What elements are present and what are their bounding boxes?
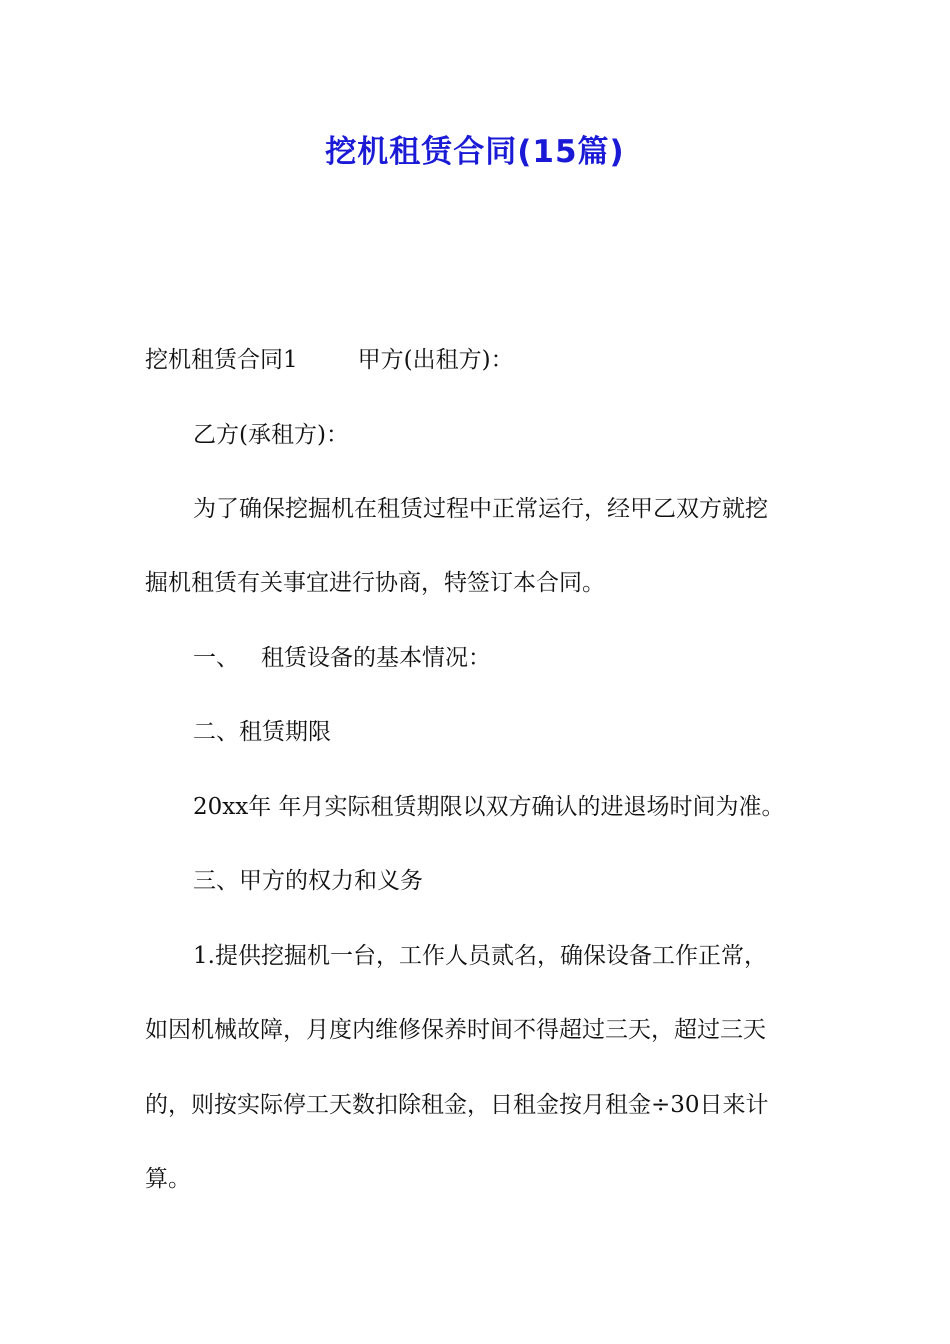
paragraph-line: 算。 <box>145 1166 191 1192</box>
section-heading-1 <box>193 641 863 675</box>
section-number: 一、 <box>193 645 239 671</box>
document-title: 挖机租赁合同(15篇) <box>325 134 625 170</box>
section-heading-2: 二、租赁期限 <box>193 719 331 745</box>
paragraph-line: 的，则按实际停工天数扣除租金，日租金按月租金÷30日来计 <box>145 1092 769 1118</box>
paragraph-line: 如因机械故障，月度内维修保养时间不得超过三天，超过三天 <box>145 1017 766 1043</box>
contract-heading-line <box>145 343 815 377</box>
party-a-label: 甲方(出租方)： <box>357 347 514 373</box>
paragraph-line: 20xx年 年月实际租赁期限以双方确认的进退场时间为准。 <box>193 794 785 820</box>
party-b-label: 乙方(承租方)： <box>193 422 349 448</box>
section-heading-3: 三、甲方的权力和义务 <box>193 868 423 894</box>
paragraph-line: 1.提供挖掘机一台，工作人员贰名，确保设备工作正常， <box>193 943 767 969</box>
section-title: 租赁设备的基本情况： <box>261 645 491 671</box>
paragraph-line: 为了确保挖掘机在租赁过程中正常运行，经甲乙双方就挖 <box>193 496 768 522</box>
contract-number-label: 挖机租赁合同1 <box>145 347 298 373</box>
paragraph-line: 掘机租赁有关事宜进行协商，特签订本合同。 <box>145 570 605 596</box>
